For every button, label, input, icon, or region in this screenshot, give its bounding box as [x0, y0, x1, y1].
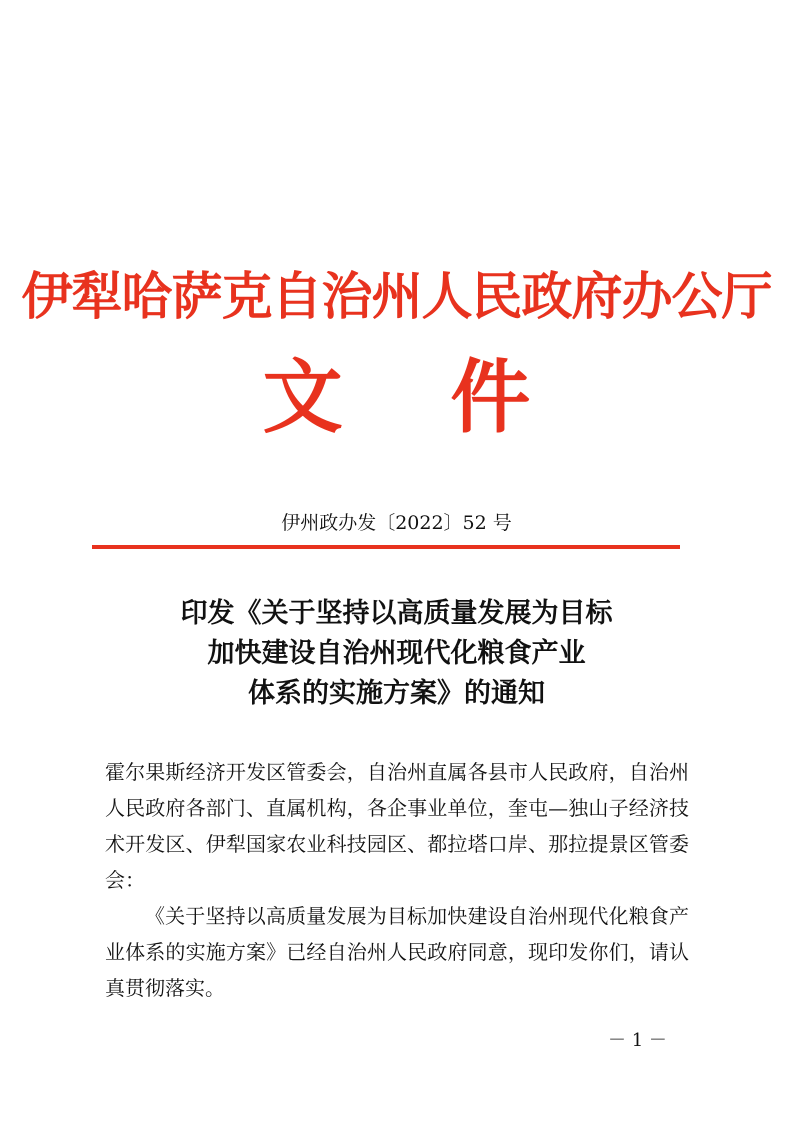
- document-number: 伊州政办发〔2022〕52 号: [281, 512, 512, 534]
- document-body: [105, 754, 689, 1006]
- title-line: 体系的实施方案》的通知: [248, 678, 545, 709]
- issuing-authority: 伊犁哈萨克自治州人民政府办公厅: [21, 267, 772, 327]
- document-type-label: 文 件: [262, 350, 531, 444]
- addressee-paragraph: 霍尔果斯经济开发区管委会，自治州直属各县市人民政府，自治州人民政府各部门、直属机构，各企事业单位，奎屯—独山子经济技术开发区、伊犁国家农业科技园区、都拉塔口岸、那拉提景区管委会：: [105, 760, 689, 892]
- body-paragraph: 《关于坚持以高质量发展为目标加快建设自治州现代化粮食产业体系的实施方案》已经自治州人民政府同意，现印发你们，请认真贯彻落实。: [105, 904, 689, 1000]
- title-line: 加快建设自治州现代化粮食产业: [207, 638, 586, 669]
- red-header-rule: [92, 545, 680, 549]
- page-number: － 1 －: [608, 1030, 667, 1051]
- document-title: [0, 594, 793, 714]
- title-line: 印发《关于坚持以高质量发展为目标: [180, 598, 613, 629]
